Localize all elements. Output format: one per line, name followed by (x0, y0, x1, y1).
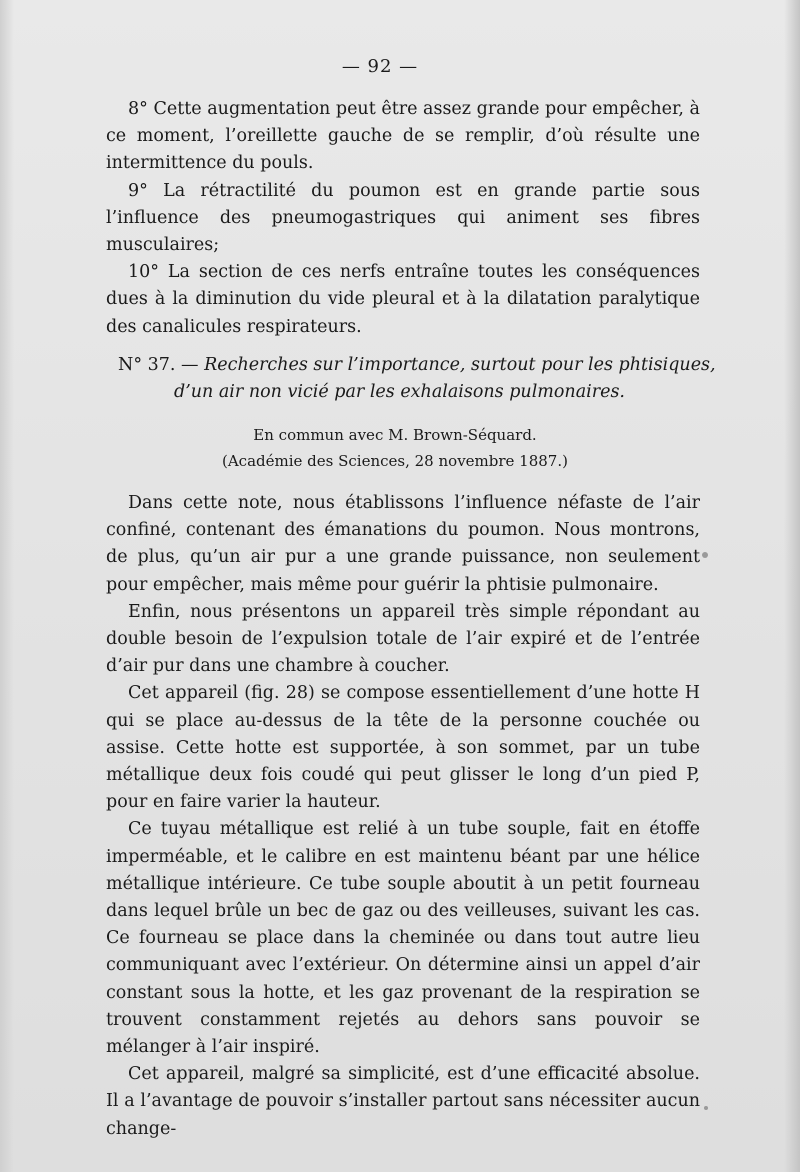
body-paragraph-2: Enfin, nous présentons un appareil très simple répondant au double besoin de l’expulsion totale de l’air expiré et de l’entrée d’air pur dans une chambre à coucher. (106, 601, 700, 677)
page-number: — 92 — (341, 56, 419, 77)
paragraph-9: 9° La rétractilité du poumon est en grande partie sous l’influence des pneumogastriques qui animent ses fibres musculaires; (106, 180, 700, 256)
body-paragraph-4: Ce tuyau métallique est relié à un tube souple, fait en étoffe imperméable, et le calibre en est maintenu béant par une hélice métallique intérieure. Ce tube souple aboutit à un petit fourneau dans lequel brûle un bec de gaz ou des veilleuses, suivant les cas. Ce fourneau se place dans la cheminée ou dans tout autre lieu communiquant avec l’extérieur. On détermine ainsi un appel d’air constant sous la hotte, et les gaz provenant de la respiration se trouvent constamment rejetés au dehors sans pouvoir se mélanger à l’air inspiré. (106, 819, 700, 1058)
top-paragraphs (106, 96, 700, 341)
paper-spot (704, 1106, 708, 1110)
source-line: (Académie des Sciences, 28 novembre 1887.) (222, 452, 568, 470)
page-left-shadow (0, 0, 14, 1172)
paragraph-8: 8° Cette augmentation peut être assez grande pour empêcher, à ce moment, l’oreillette gauche de se remplir, d’où résulte une intermittence du pouls. (106, 99, 700, 174)
body-paragraph-1: Dans cette note, nous établissons l’influence néfaste de l’air confiné, contenant des émanations du poumon. Nous montrons, de plus, qu’un air pur a une grande puissance, non seulement pour empêcher, mais même pour guérir la phtisie pulmonaire. (106, 493, 700, 595)
paper-spot (702, 552, 708, 558)
article-body (106, 490, 700, 1143)
article-title-line2: d’un air non vicié par les exhalaisons pulmonaires. (174, 382, 625, 402)
paragraph-10: 10° La section de ces nerfs entraîne toutes les conséquences dues à la diminution du vide pleural et à la dilatation paralytique des canalicules respirateurs. (106, 262, 700, 337)
coauthor-line: En commun avec M. Brown-Séquard. (253, 426, 537, 444)
article-title-line1: Recherches sur l’importance, surtout pour les phtisiques, (204, 355, 716, 375)
article-byline (0, 422, 790, 474)
article-number: N° 37. — (118, 355, 199, 375)
body-paragraph-3: Cet appareil (fig. 28) se compose essentiellement d’une hotte H qui se place au-dessus de la tête de la personne couchée ou assise. Cette hotte est supportée, à son sommet, par un tube métallique deux fois coudé qui peut glisser le long d’un pied P, pour en faire varier la hauteur. (106, 683, 700, 813)
body-paragraph-5: Cet appareil, malgré sa simplicité, est d’une efficacité absolue. Il a l’avantage de pouvoir s’installer partout sans nécessiter aucun change- (106, 1064, 700, 1139)
article-heading (118, 352, 718, 406)
page-right-shadow (784, 0, 800, 1172)
